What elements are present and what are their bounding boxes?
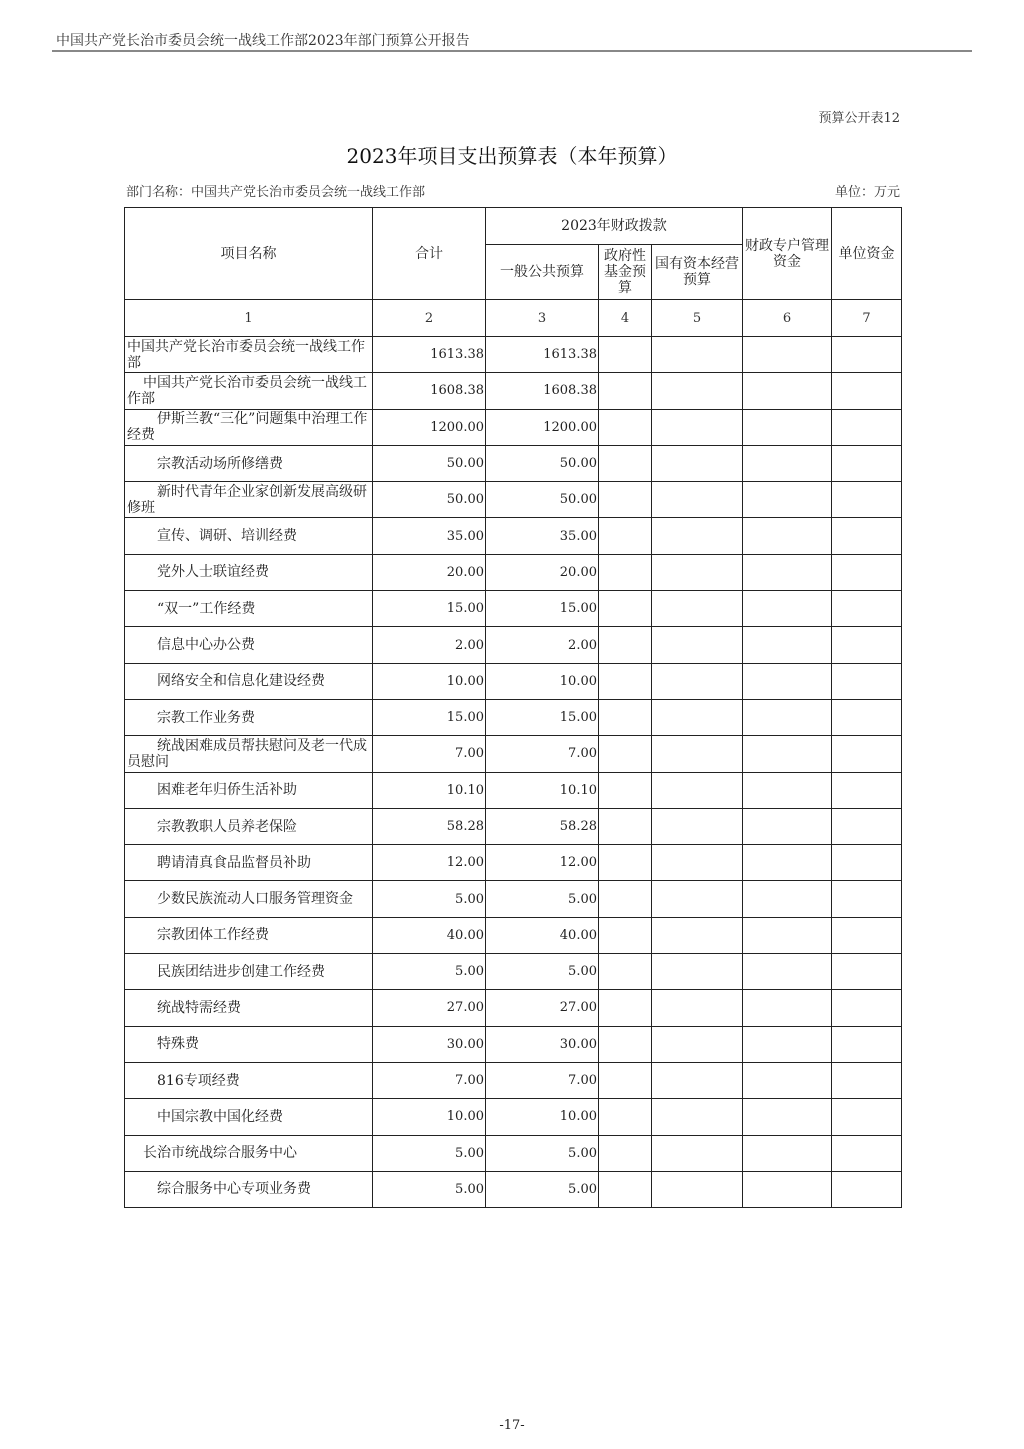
gov-fund-cell: [599, 518, 652, 554]
unit-funds-cell: [832, 518, 902, 554]
gov-fund-cell: [599, 1099, 652, 1135]
special-account-cell: [743, 373, 832, 409]
unit-funds-cell: [832, 990, 902, 1026]
general-budget-cell: 50.00: [486, 482, 599, 518]
total-cell: 40.00: [373, 917, 486, 953]
special-account-cell: [743, 409, 832, 445]
total-cell: 50.00: [373, 482, 486, 518]
gov-fund-cell: [599, 373, 652, 409]
general-budget-cell: 50.00: [486, 445, 599, 481]
table-row: [125, 1062, 902, 1098]
special-account-cell: [743, 917, 832, 953]
state-capital-cell: [652, 736, 743, 772]
project-name-cell: 中国共产党长治市委员会统一战线工作部: [125, 337, 373, 373]
total-cell: 1608.38: [373, 373, 486, 409]
unit-funds-cell: [832, 808, 902, 844]
table-row: [125, 373, 902, 409]
project-name-cell: 聘请清真食品监督员补助: [125, 845, 373, 881]
header-special-account: 财政专户管理资金: [743, 208, 832, 300]
state-capital-cell: [652, 1099, 743, 1135]
project-name-cell: “双一”工作经费: [125, 591, 373, 627]
table-row: [125, 736, 902, 772]
general-budget-cell: 2.00: [486, 627, 599, 663]
gov-fund-cell: [599, 1062, 652, 1098]
unit-funds-cell: [832, 881, 902, 917]
project-name-cell: 特殊费: [125, 1026, 373, 1062]
state-capital-cell: [652, 917, 743, 953]
general-budget-cell: 27.00: [486, 990, 599, 1026]
project-name-cell: 民族团结进步创建工作经费: [125, 954, 373, 990]
project-name-cell: 宗教团体工作经费: [125, 917, 373, 953]
table-row: [125, 409, 902, 445]
project-name-cell: 党外人士联谊经费: [125, 554, 373, 590]
header-general-budget: 一般公共预算: [486, 245, 599, 300]
unit-funds-cell: [832, 1135, 902, 1171]
unit-funds-cell: [832, 699, 902, 735]
special-account-cell: [743, 482, 832, 518]
project-name-cell: 宗教教职人员养老保险: [125, 808, 373, 844]
table-row: [125, 699, 902, 735]
gov-fund-cell: [599, 954, 652, 990]
general-budget-cell: 30.00: [486, 1026, 599, 1062]
budget-table: [124, 207, 902, 1208]
gov-fund-cell: [599, 736, 652, 772]
table-row: [125, 1135, 902, 1171]
table-row: [125, 954, 902, 990]
gov-fund-cell: [599, 1026, 652, 1062]
state-capital-cell: [652, 954, 743, 990]
general-budget-cell: 5.00: [486, 881, 599, 917]
unit-funds-cell: [832, 917, 902, 953]
state-capital-cell: [652, 373, 743, 409]
total-cell: 15.00: [373, 591, 486, 627]
document-title: 2023年项目支出预算表（本年预算）: [346, 144, 678, 168]
project-name-cell: 统战困难成员帮扶慰问及老一代成员慰问: [125, 736, 373, 772]
table-row: [125, 1171, 902, 1207]
total-cell: 30.00: [373, 1026, 486, 1062]
unit-funds-cell: [832, 554, 902, 590]
table-row: [125, 808, 902, 844]
gov-fund-cell: [599, 482, 652, 518]
header-fiscal-group: 2023年财政拨款: [486, 208, 743, 245]
special-account-cell: [743, 699, 832, 735]
header-state-capital: 国有资本经营预算: [652, 245, 743, 300]
state-capital-cell: [652, 1135, 743, 1171]
total-cell: 1200.00: [373, 409, 486, 445]
total-cell: 5.00: [373, 1135, 486, 1171]
total-cell: 50.00: [373, 445, 486, 481]
general-budget-cell: 5.00: [486, 1135, 599, 1171]
special-account-cell: [743, 554, 832, 590]
table-row: [125, 554, 902, 590]
column-index: 1: [125, 300, 373, 337]
total-cell: 10.00: [373, 1099, 486, 1135]
total-cell: 20.00: [373, 554, 486, 590]
state-capital-cell: [652, 663, 743, 699]
total-cell: 5.00: [373, 1171, 486, 1207]
general-budget-cell: 10.10: [486, 772, 599, 808]
project-name-cell: 统战特需经费: [125, 990, 373, 1026]
special-account-cell: [743, 772, 832, 808]
table-row: [125, 1026, 902, 1062]
special-account-cell: [743, 990, 832, 1026]
total-cell: 58.28: [373, 808, 486, 844]
state-capital-cell: [652, 591, 743, 627]
special-account-cell: [743, 1171, 832, 1207]
unit-funds-cell: [832, 445, 902, 481]
state-capital-cell: [652, 990, 743, 1026]
special-account-cell: [743, 1099, 832, 1135]
special-account-cell: [743, 591, 832, 627]
table-row: [125, 518, 902, 554]
total-cell: 27.00: [373, 990, 486, 1026]
general-budget-cell: 58.28: [486, 808, 599, 844]
gov-fund-cell: [599, 445, 652, 481]
page-number: -17-: [499, 1418, 525, 1433]
table-row: [125, 772, 902, 808]
header-unit-funds: 单位资金: [832, 208, 902, 300]
general-budget-cell: 12.00: [486, 845, 599, 881]
header-gov-fund: 政府性基金预算: [599, 245, 652, 300]
state-capital-cell: [652, 1062, 743, 1098]
project-name-cell: 宣传、调研、培训经费: [125, 518, 373, 554]
gov-fund-cell: [599, 409, 652, 445]
special-account-cell: [743, 736, 832, 772]
special-account-cell: [743, 1135, 832, 1171]
state-capital-cell: [652, 881, 743, 917]
unit-funds-cell: [832, 337, 902, 373]
general-budget-cell: 7.00: [486, 736, 599, 772]
column-index: 5: [652, 300, 743, 337]
table-row: [125, 663, 902, 699]
gov-fund-cell: [599, 808, 652, 844]
state-capital-cell: [652, 518, 743, 554]
total-cell: 10.00: [373, 663, 486, 699]
project-name-cell: 816专项经费: [125, 1062, 373, 1098]
table-row: [125, 445, 902, 481]
total-cell: 7.00: [373, 736, 486, 772]
project-name-cell: 宗教活动场所修缮费: [125, 445, 373, 481]
table-row: [125, 591, 902, 627]
gov-fund-cell: [599, 1135, 652, 1171]
unit-funds-cell: [832, 1026, 902, 1062]
gov-fund-cell: [599, 699, 652, 735]
gov-fund-cell: [599, 591, 652, 627]
special-account-cell: [743, 881, 832, 917]
project-name-cell: 长治市统战综合服务中心: [125, 1135, 373, 1171]
project-name-cell: 伊斯兰教“三化”问题集中治理工作经费: [125, 409, 373, 445]
total-cell: 1613.38: [373, 337, 486, 373]
unit-funds-cell: [832, 482, 902, 518]
special-account-cell: [743, 954, 832, 990]
special-account-cell: [743, 663, 832, 699]
form-number: 预算公开表12: [818, 111, 900, 126]
column-index-row: [125, 300, 902, 337]
column-index: 4: [599, 300, 652, 337]
unit-label: 单位：万元: [834, 185, 900, 200]
state-capital-cell: [652, 1026, 743, 1062]
general-budget-cell: 15.00: [486, 591, 599, 627]
unit-funds-cell: [832, 954, 902, 990]
general-budget-cell: 15.00: [486, 699, 599, 735]
state-capital-cell: [652, 627, 743, 663]
gov-fund-cell: [599, 845, 652, 881]
general-budget-cell: 1613.38: [486, 337, 599, 373]
special-account-cell: [743, 445, 832, 481]
header-total: 合计: [373, 208, 486, 300]
general-budget-cell: 10.00: [486, 1099, 599, 1135]
column-index: 6: [743, 300, 832, 337]
project-name-cell: 综合服务中心专项业务费: [125, 1171, 373, 1207]
general-budget-cell: 10.00: [486, 663, 599, 699]
unit-funds-cell: [832, 845, 902, 881]
column-index: 7: [832, 300, 902, 337]
state-capital-cell: [652, 1171, 743, 1207]
total-cell: 5.00: [373, 881, 486, 917]
column-index: 3: [486, 300, 599, 337]
unit-funds-cell: [832, 1171, 902, 1207]
gov-fund-cell: [599, 917, 652, 953]
header-project-name: 项目名称: [125, 208, 373, 300]
general-budget-cell: 7.00: [486, 1062, 599, 1098]
special-account-cell: [743, 1026, 832, 1062]
special-account-cell: [743, 808, 832, 844]
table-row: [125, 990, 902, 1026]
state-capital-cell: [652, 482, 743, 518]
general-budget-cell: 35.00: [486, 518, 599, 554]
gov-fund-cell: [599, 663, 652, 699]
page-header: 中国共产党长治市委员会统一战线工作部2023年部门预算公开报告: [56, 33, 470, 49]
total-cell: 12.00: [373, 845, 486, 881]
project-name-cell: 困难老年归侨生活补助: [125, 772, 373, 808]
general-budget-cell: 40.00: [486, 917, 599, 953]
project-name-cell: 新时代青年企业家创新发展高级研修班: [125, 482, 373, 518]
project-name-cell: 宗教工作业务费: [125, 699, 373, 735]
unit-funds-cell: [832, 1099, 902, 1135]
general-budget-cell: 5.00: [486, 1171, 599, 1207]
total-cell: 10.10: [373, 772, 486, 808]
table-row: [125, 337, 902, 373]
total-cell: 5.00: [373, 954, 486, 990]
department-label: 部门名称：中国共产党长治市委员会统一战线工作部: [126, 185, 426, 200]
special-account-cell: [743, 518, 832, 554]
state-capital-cell: [652, 772, 743, 808]
table-row: [125, 1099, 902, 1135]
header-divider: [52, 50, 972, 52]
unit-funds-cell: [832, 1062, 902, 1098]
state-capital-cell: [652, 699, 743, 735]
state-capital-cell: [652, 409, 743, 445]
special-account-cell: [743, 337, 832, 373]
project-name-cell: 少数民族流动人口服务管理资金: [125, 881, 373, 917]
table-row: [125, 627, 902, 663]
general-budget-cell: 20.00: [486, 554, 599, 590]
special-account-cell: [743, 845, 832, 881]
general-budget-cell: 5.00: [486, 954, 599, 990]
general-budget-cell: 1200.00: [486, 409, 599, 445]
project-name-cell: 网络安全和信息化建设经费: [125, 663, 373, 699]
table-row: [125, 845, 902, 881]
unit-funds-cell: [832, 663, 902, 699]
gov-fund-cell: [599, 337, 652, 373]
table-row: [125, 917, 902, 953]
unit-funds-cell: [832, 409, 902, 445]
special-account-cell: [743, 627, 832, 663]
total-cell: 35.00: [373, 518, 486, 554]
unit-funds-cell: [832, 772, 902, 808]
special-account-cell: [743, 1062, 832, 1098]
state-capital-cell: [652, 445, 743, 481]
gov-fund-cell: [599, 881, 652, 917]
table-row: [125, 482, 902, 518]
state-capital-cell: [652, 845, 743, 881]
table-row: [125, 881, 902, 917]
unit-funds-cell: [832, 627, 902, 663]
gov-fund-cell: [599, 990, 652, 1026]
project-name-cell: 中国宗教中国化经费: [125, 1099, 373, 1135]
unit-funds-cell: [832, 736, 902, 772]
column-index: 2: [373, 300, 486, 337]
gov-fund-cell: [599, 554, 652, 590]
state-capital-cell: [652, 337, 743, 373]
gov-fund-cell: [599, 1171, 652, 1207]
general-budget-cell: 1608.38: [486, 373, 599, 409]
state-capital-cell: [652, 554, 743, 590]
total-cell: 2.00: [373, 627, 486, 663]
total-cell: 15.00: [373, 699, 486, 735]
project-name-cell: 信息中心办公费: [125, 627, 373, 663]
state-capital-cell: [652, 808, 743, 844]
unit-funds-cell: [832, 373, 902, 409]
total-cell: 7.00: [373, 1062, 486, 1098]
gov-fund-cell: [599, 772, 652, 808]
gov-fund-cell: [599, 627, 652, 663]
project-name-cell: 中国共产党长治市委员会统一战线工作部: [125, 373, 373, 409]
unit-funds-cell: [832, 591, 902, 627]
